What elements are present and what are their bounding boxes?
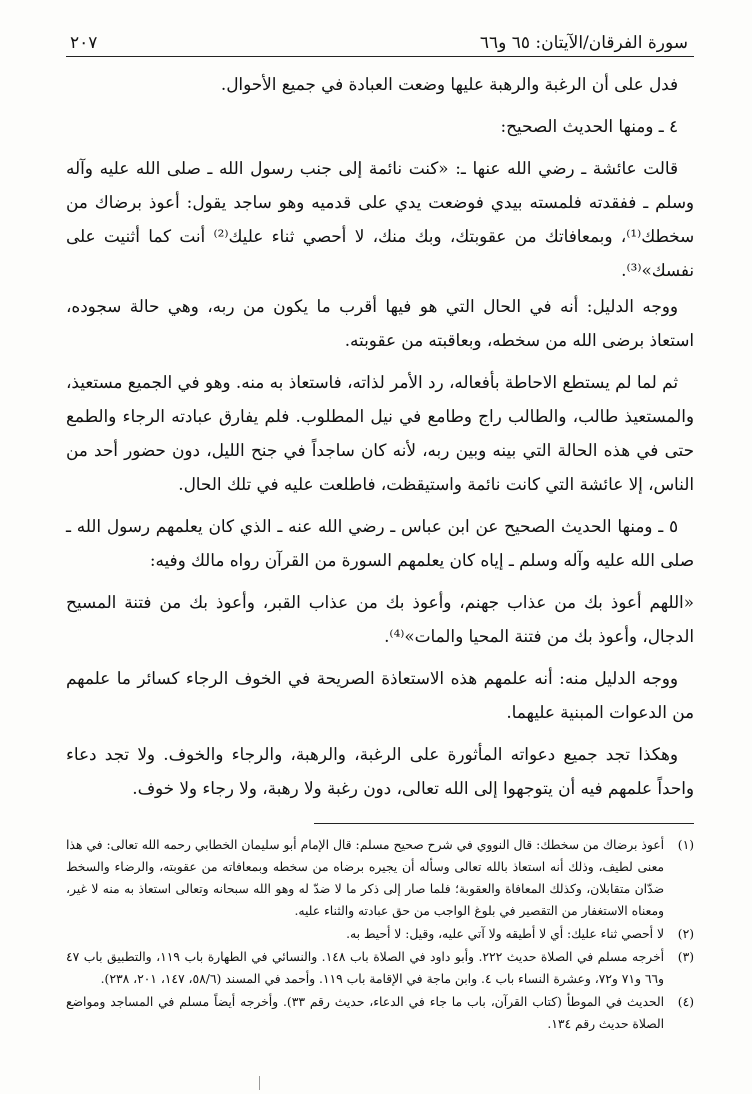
paragraph: قالت عائشة ـ رضي الله عنها ـ: «كنت نائمة إلى جنب رسول الله ـ صلى الله عليه وآله وسلم ـ ففقدته فلمسته بيدي فوضعت يدي على قدميه وهو ساجد يقول: أعوذ برضاك من سخطك⁽¹⁾، وبمعافاتك من عقوبتك، وبك منك، لا أحصي ثناء عليك⁽²⁾ أنت كما أثنيت على نفسك»⁽³⁾. xyxy=(66,158,695,280)
footnote-number: (٢) xyxy=(677,927,694,941)
footnote-number: (٤) xyxy=(677,995,694,1009)
main-text xyxy=(66,67,694,805)
section-heading: ٥ ـ ومنها الحديث الصحيح عن ابن عباس ـ رضي الله عنه ـ الذي كان يعلمهم رسول الله ـ صلى الله عليه وآله وسلم ـ إياه كان يعلمهم السورة من القرآن رواه مالك وفيه: xyxy=(66,516,694,570)
hadith-quote: «اللهم أعوذ بك من عذاب جهنم، وأعوذ بك من عذاب القبر، وأعوذ بك من فتنة المسيح الدجال، وأعوذ بك من فتنة المحيا والمات»⁽⁴⁾. xyxy=(66,592,694,646)
footnote xyxy=(66,834,694,922)
paragraph: ثم لما لم يستطع الاحاطة بأفعاله، رد الأمر لذاته، فاستعاذ به منه. وهو في الجميع مستعيذ، والمستعيذ طالب، والطالب راج وطامع في نيل المطلوب. فلم يفارق عبادته الرجاء والطمع حتى في هذه الحالة التي بينه وبين ربه، لأنه كان ساجداً في جنح الليل، دون حضور أحد من الناس، إلا عائشة التي كانت نائمة واستيقظت، فاطلعت عليه في تلك الحال. xyxy=(66,372,694,494)
footnote xyxy=(66,923,694,945)
section-heading: ٤ ـ ومنها الحديث الصحيح: xyxy=(500,116,678,136)
header-title: سورة الفرقان/الآيتان: ٦٥ و٦٦ xyxy=(479,33,688,53)
footnote-text: لا أحصي ثناء عليك: أي لا أطيقه ولا آتي عليه، وقيل: لا أحيط به. xyxy=(346,927,664,941)
running-header xyxy=(66,30,694,57)
footnote-text: أخرجه مسلم في الصلاة حديث ٢٢٢. وأبو داود في الصلاة باب ١٤٨. والنسائي في الطهارة باب ١١٩، والتطبيق باب ٤٧ و٦٦ و٧١ و٧٢، وعشرة النساء باب ٤. وابن ماجة في الإقامة باب ١١٩. وأحمد في المسند (٥٨/٦، ١٤٧، ٢٠١، ٢٣٨). xyxy=(66,950,664,986)
paragraph: وهكذا تجد جميع دعواته المأثورة على الرغبة، والرهبة، والرجاء والخوف. ولا تجد دعاء واحداً علمهم فيه أن يتوجهوا إلى الله تعالى، دون رغبة ولا رهبة، ولا رجاء ولا خوف. xyxy=(66,744,694,798)
paragraph: ووجه الدليل منه: أنه علمهم هذه الاستعاذة الصريحة في الخوف الرجاء كسائر ما علمهم من الدعوات المبنية عليهما. xyxy=(66,668,694,722)
footnotes xyxy=(66,834,694,1035)
footnote xyxy=(66,991,694,1035)
book-page xyxy=(66,30,694,1070)
footnote-number: (٣) xyxy=(677,950,694,964)
page-number: ٢٠٧ xyxy=(70,33,98,53)
footnote-number: (١) xyxy=(677,838,694,852)
footnote-text: أعوذ برضاك من سخطك: قال النووي في شرح صحيح مسلم: قال الإمام أبو سليمان الخطابي رحمه الله تعالى: في هذا معنى لطيف، وذلك أنه استعاذ بالله تعالى وسأله أن يجيره برضاه من سخطه وبمعافاته من عقوبته، والرضاء والسخط ضدّان متقابلان، وكذلك المعافاة والعقوبة؛ فلما صار إلى ذكر ما لا ضدّ له وهو الله سبحانه وتعالى استعاذ به منه لا غير، ومعناه الاستغفار من التقصير في بلوغ الواجب من حق عبادته والثناء عليه. xyxy=(66,838,664,918)
footnote xyxy=(66,946,694,990)
footnote-text: الحديث في الموطأ (كتاب القرآن، باب ما جاء في الدعاء، حديث رقم ٣٣). وأخرجه أيضاً مسلم في المساجد ومواضع الصلاة حديث رقم ١٣٤. xyxy=(66,995,665,1031)
paragraph: ووجه الدليل: أنه في الحال التي هو فيها أقرب ما يكون من ربه، وهي حالة سجوده، استعاذ برضى الله من سخطه، وبعاقبته من عقوبته. xyxy=(66,296,694,350)
scan-mark xyxy=(259,1076,260,1090)
paragraph: فدل على أن الرغبة والرهبة عليها وضعت العبادة في جميع الأحوال. xyxy=(220,74,678,94)
footnote-separator xyxy=(314,823,694,824)
